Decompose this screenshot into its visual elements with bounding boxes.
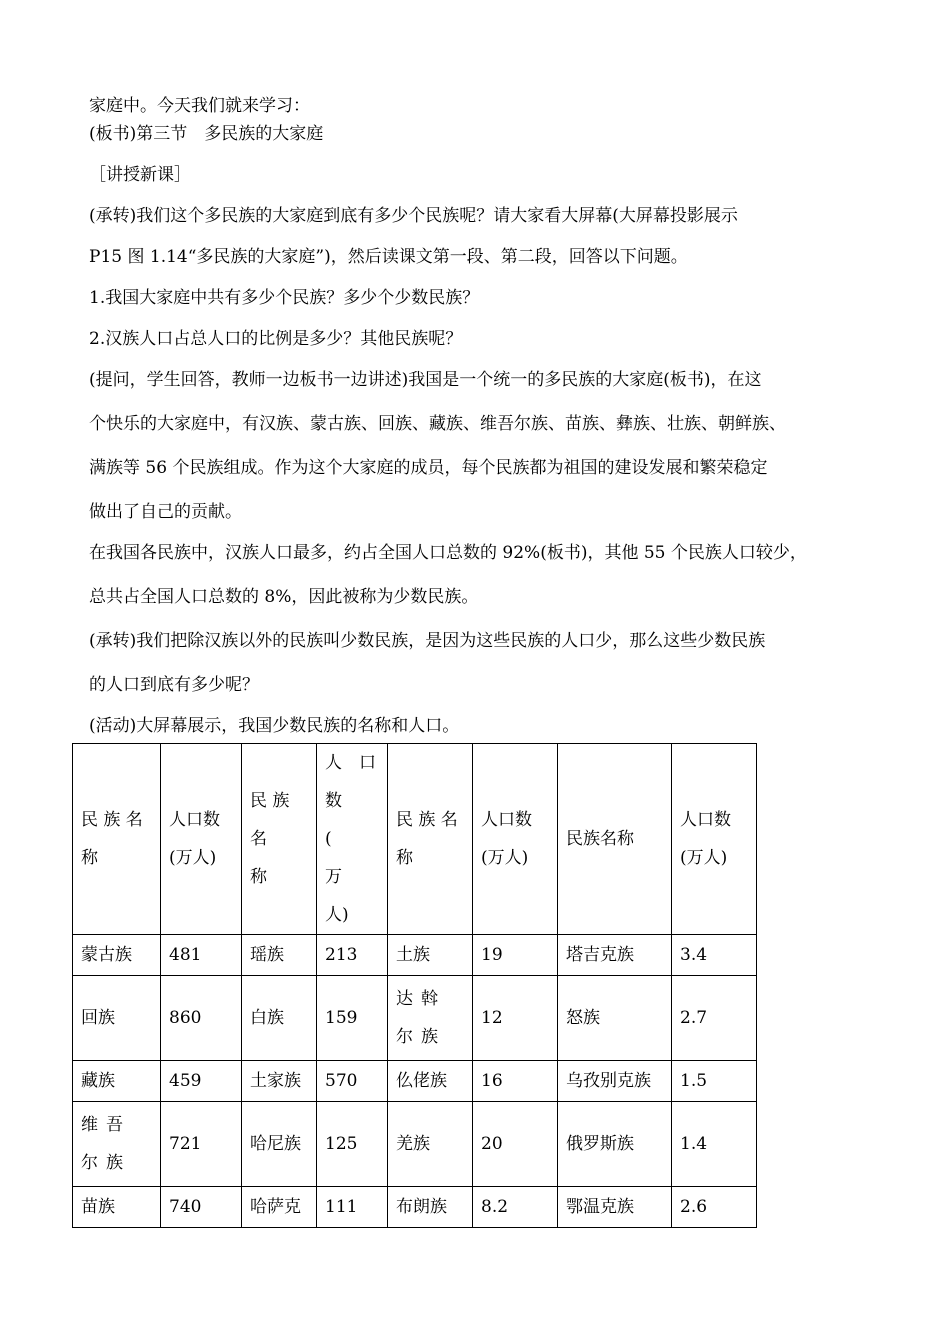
paragraph: 做出了自己的贡献。 — [89, 502, 242, 522]
table-row — [73, 935, 757, 976]
header-cell: 人口数 (万人) — [672, 744, 757, 935]
table-cell: 570 — [317, 1061, 388, 1102]
table-cell: 2.7 — [672, 976, 757, 1061]
header-cell: 人口数 (万人) — [161, 744, 242, 935]
table-cell: 111 — [317, 1187, 388, 1228]
population-table-wrap — [72, 743, 757, 1228]
paragraph: 1.我国大家庭中共有多少个民族？多少个少数民族？ — [89, 288, 480, 308]
table-cell: 白族 — [242, 976, 317, 1061]
table-cell: 哈萨克 — [242, 1187, 317, 1228]
table-cell: 3.4 — [672, 935, 757, 976]
table-cell: 12 — [473, 976, 558, 1061]
table-cell: 土家族 — [242, 1061, 317, 1102]
paragraph: (活动)大屏幕展示，我国少数民族的名称和人口。 — [89, 716, 460, 736]
table-cell: 仫佬族 — [388, 1061, 473, 1102]
table-header-row — [73, 744, 757, 935]
table-cell: 213 — [317, 935, 388, 976]
header-cell: 民 族 名 称 — [388, 744, 473, 935]
header-cell: 人口数 (万人) — [473, 744, 558, 935]
table-cell: 维吾尔族 — [73, 1102, 161, 1187]
paragraph: 家庭中。今天我们就来学习： — [89, 96, 310, 116]
paragraph: 满族等 56 个民族组成。作为这个大家庭的成员，每个民族都为祖国的建设发展和繁荣稳定 — [89, 458, 768, 478]
table-cell: 蒙古族 — [73, 935, 161, 976]
table-cell: 125 — [317, 1102, 388, 1187]
table-cell: 159 — [317, 976, 388, 1061]
header-cell: 民族名称 — [558, 744, 672, 935]
paragraph: 的人口到底有多少呢？ — [89, 675, 259, 695]
table-cell: 羌族 — [388, 1102, 473, 1187]
header-cell: 民 族 名 称 — [242, 744, 317, 935]
table-cell: 塔吉克族 — [558, 935, 672, 976]
paragraph: (提问，学生回答，教师一边板书一边讲述)我国是一个统一的多民族的大家庭(板书)，在这 — [89, 370, 762, 390]
table-cell: 1.4 — [672, 1102, 757, 1187]
table-cell: 俄罗斯族 — [558, 1102, 672, 1187]
table-cell: 459 — [161, 1061, 242, 1102]
table-cell: 860 — [161, 976, 242, 1061]
paragraph: 2.汉族人口占总人口的比例是多少？其他民族呢？ — [89, 329, 463, 349]
table-cell: 哈尼族 — [242, 1102, 317, 1187]
table-cell: 瑶族 — [242, 935, 317, 976]
table-cell: 藏族 — [73, 1061, 161, 1102]
table-cell: 苗族 — [73, 1187, 161, 1228]
lesson-text — [89, 96, 889, 757]
paragraph: (承转)我们这个多民族的大家庭到底有多少个民族呢？请大家看大屏幕(大屏幕投影展示 — [89, 206, 738, 226]
table-row — [73, 976, 757, 1061]
table-cell: 20 — [473, 1102, 558, 1187]
table-cell: 布朗族 — [388, 1187, 473, 1228]
table-cell: 721 — [161, 1102, 242, 1187]
header-cell: 民 族 名 称 — [73, 744, 161, 935]
table-cell: 回族 — [73, 976, 161, 1061]
table-row — [73, 1187, 757, 1228]
table-cell: 481 — [161, 935, 242, 976]
table-cell: 怒族 — [558, 976, 672, 1061]
table-row — [73, 1061, 757, 1102]
paragraph: 在我国各民族中，汉族人口最多，约占全国人口总数的 92%(板书)，其他 55 个民族人口较少， — [89, 543, 807, 563]
paragraph: 个快乐的大家庭中，有汉族、蒙古族、回族、藏族、维吾尔族、苗族、彝族、壮族、朝鲜族、 — [89, 414, 786, 434]
paragraph: (承转)我们把除汉族以外的民族叫少数民族，是因为这些民族的人口少，那么这些少数民族 — [89, 631, 766, 651]
table-row — [73, 1102, 757, 1187]
table-cell: 达斡尔族 — [388, 976, 473, 1061]
paragraph: 总共占全国人口总数的 8%，因此被称为少数民族。 — [89, 587, 479, 607]
paragraph: (板书)第三节 多民族的大家庭 — [89, 124, 324, 144]
header-cell: 人 口 数 ( 万 人) — [317, 744, 388, 935]
table-cell: 19 — [473, 935, 558, 976]
table-cell: 鄂温克族 — [558, 1187, 672, 1228]
table-cell: 8.2 — [473, 1187, 558, 1228]
table-cell: 740 — [161, 1187, 242, 1228]
table-cell: 2.6 — [672, 1187, 757, 1228]
table-cell: 1.5 — [672, 1061, 757, 1102]
table-cell: 16 — [473, 1061, 558, 1102]
population-table — [72, 743, 757, 1228]
table-cell: 乌孜别克族 — [558, 1061, 672, 1102]
paragraph: ［讲授新课］ — [89, 165, 191, 185]
paragraph: P15 图 1.14“多民族的大家庭”)，然后读课文第一段、第二段，回答以下问题。 — [89, 247, 688, 267]
table-cell: 土族 — [388, 935, 473, 976]
